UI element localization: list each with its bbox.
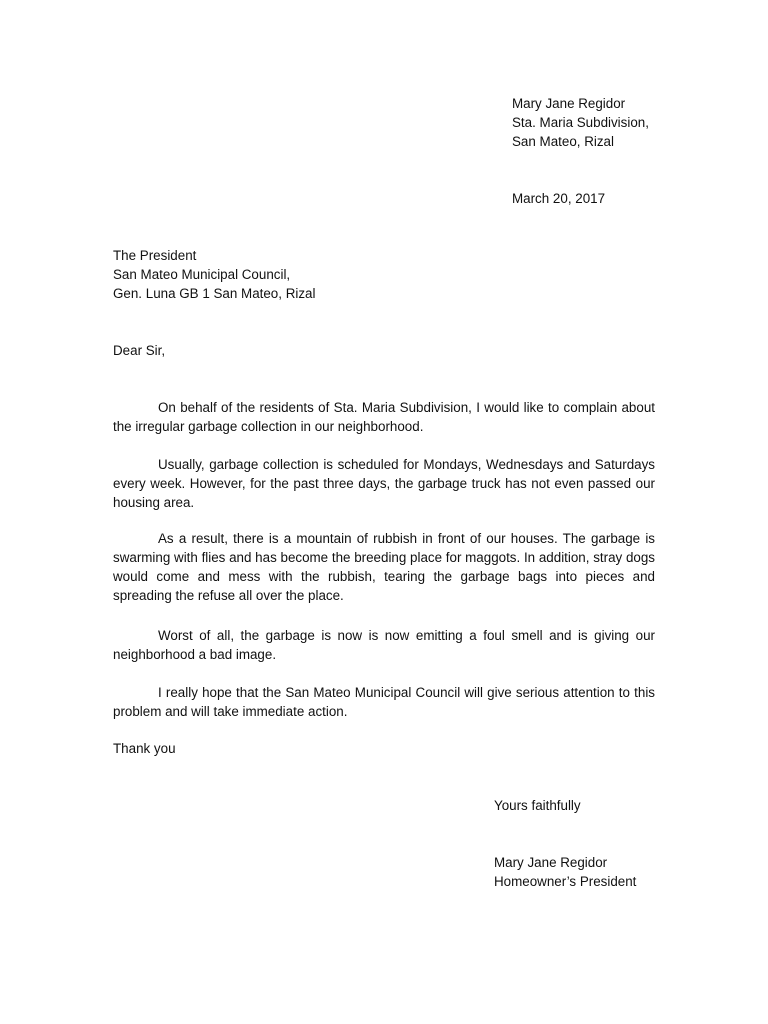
body-paragraph-3: As a result, there is a mountain of rubbish in front of our houses. The garbage is swarming with flies and has become the breeding place for maggots. In addition, stray dogs would come and mess with the rubbish, tearing the garbage bags into pieces and spreading the refuse all over the place. [113, 531, 655, 603]
salutation: Dear Sir, [113, 343, 166, 358]
recipient-title: The President [113, 248, 197, 263]
thank-you-line: Thank you [113, 741, 176, 756]
sender-name: Mary Jane Regidor [512, 96, 626, 111]
signer-name: Mary Jane Regidor [494, 855, 608, 870]
body-paragraph-5: I really hope that the San Mateo Municipal Council will give serious attention to this problem and will take immediate action. [113, 685, 655, 719]
recipient-organization: San Mateo Municipal Council, [113, 267, 291, 282]
body-paragraph-2: Usually, garbage collection is scheduled for Mondays, Wednesdays and Saturdays every week. However, for the past three days, the garbage truck has not even passed our housing area. [113, 457, 655, 510]
sender-address-line2: San Mateo, Rizal [512, 134, 614, 149]
body-paragraph-4: Worst of all, the garbage is now is now emitting a foul smell and is giving our neighborhood a bad image. [113, 628, 655, 662]
letter-date: March 20, 2017 [512, 191, 606, 206]
signer-title: Homeowner’s President [494, 874, 637, 889]
sender-address-line1: Sta. Maria Subdivision, [512, 115, 649, 130]
valediction: Yours faithfully [494, 798, 581, 813]
recipient-address: Gen. Luna GB 1 San Mateo, Rizal [113, 286, 316, 301]
body-paragraph-1: On behalf of the residents of Sta. Maria Subdivision, I would like to complain about the irregular garbage collection in our neighborhood. [113, 400, 655, 434]
